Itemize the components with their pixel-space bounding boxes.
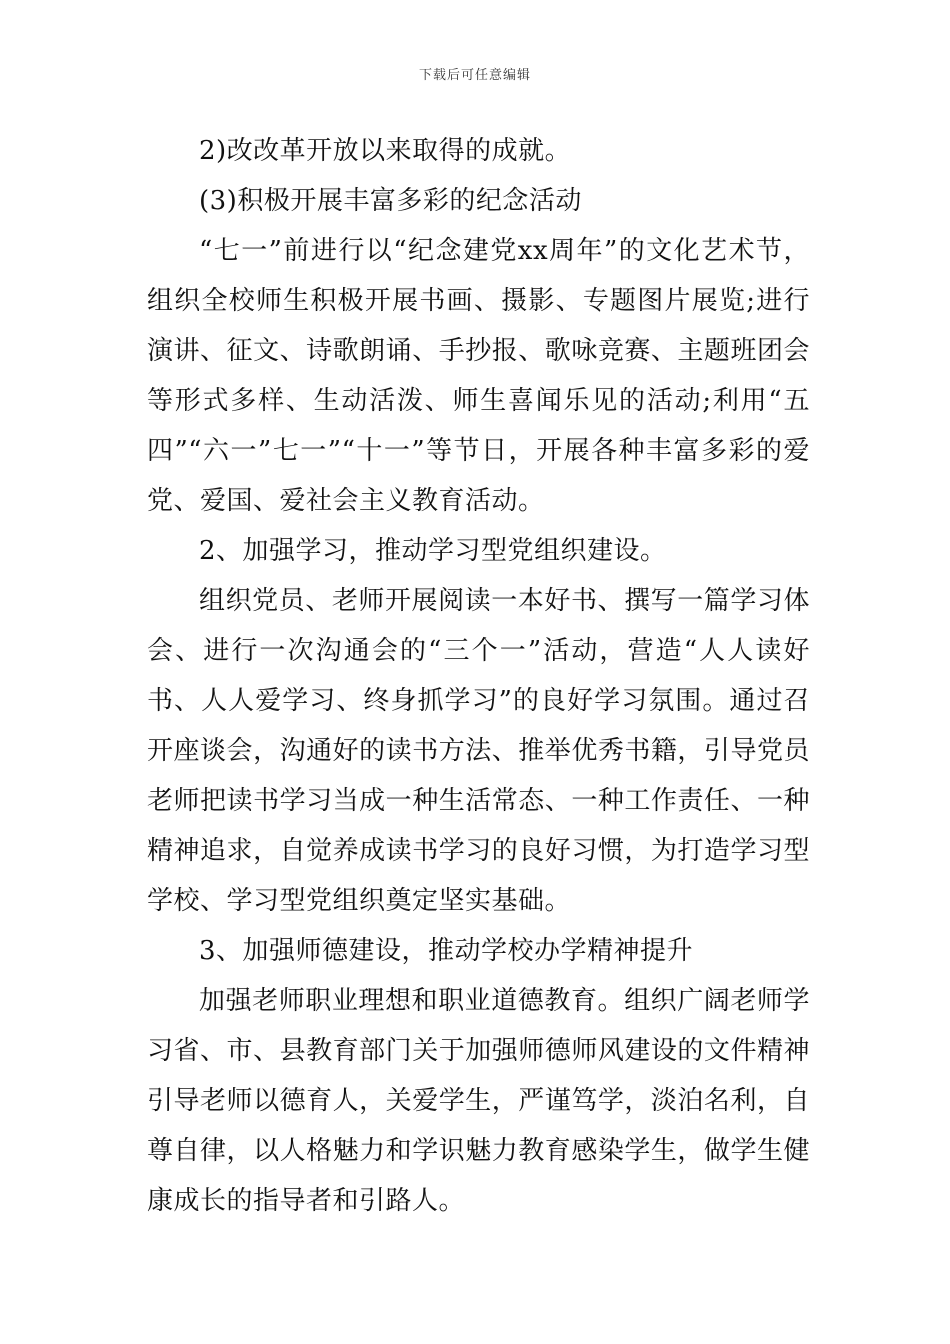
- section-heading-commemorative-activities: (3)积极开展丰富多彩的纪念活动: [199, 186, 582, 216]
- document-body: [147, 126, 810, 1226]
- list-item-achievements: 2)改改革开放以来取得的成就。: [199, 136, 572, 166]
- paragraph-learning: 组织党员、老师开展阅读一本好书、撰写一篇学习体会、进行一次沟通会的“三个一”活动，营造“人人读好书、人人爱学习、终身抓学习”的良好学习氛围。通过召开座谈会，沟通好的读书方法、推举优秀书籍，引导党员老师把读书学习当成一种生活常态、一种工作责任、一种精神追求，自觉养成读书学习的良好习惯，为打造学习型学校、学习型党组织奠定坚实基础。: [147, 586, 810, 916]
- page-header-note: 下载后可任意编辑: [418, 68, 531, 83]
- section-heading-teacher-ethics: 3、加强师德建设，推动学校办学精神提升: [199, 936, 694, 966]
- paragraph-teacher-ethics: 加强老师职业理想和职业道德教育。组织广阔老师学习省、市、县教育部门关于加强师德师风建设的文件精神引导老师以德育人，关爱学生，严谨笃学，淡泊名利，自尊自律，以人格魅力和学识魅力教育感染学生，做学生健康成长的指导者和引路人。: [147, 986, 810, 1216]
- paragraph-activities: “七一”前进行以“纪念建党xx周年”的文化艺术节，组织全校师生积极开展书画、摄影、专题图片展览;进行演讲、征文、诗歌朗诵、手抄报、歌咏竞赛、主题班团会等形式多样、生动活泼、师生喜闻乐见的活动;利用“五四”“六一”七一”“十一”等节日，开展各种丰富多彩的爱党、爱国、爱社会主义教育活动。: [147, 236, 810, 516]
- section-heading-learning: 2、加强学习，推动学习型党组织建设。: [199, 536, 667, 566]
